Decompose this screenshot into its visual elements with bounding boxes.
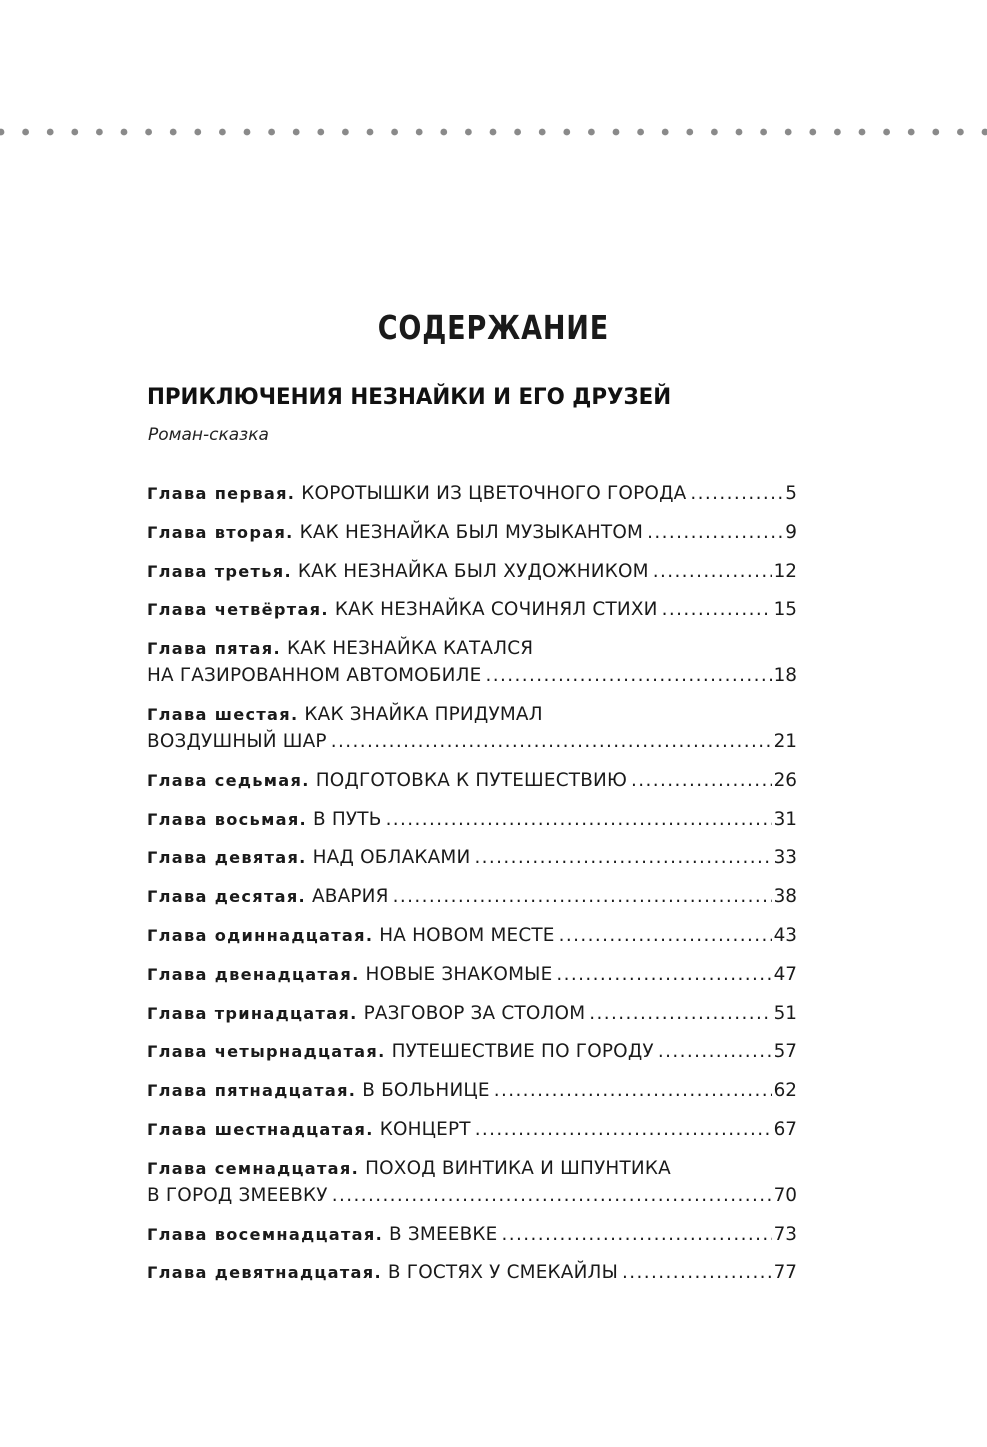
- dot: [293, 129, 300, 136]
- dot: [563, 129, 570, 136]
- chapter-label: Глава девятая.: [147, 848, 307, 868]
- dot: [244, 129, 251, 136]
- toc-entry: [147, 480, 797, 507]
- dot: [957, 129, 964, 136]
- dot: [859, 129, 866, 136]
- dot: [932, 129, 939, 136]
- dot: [662, 129, 669, 136]
- toc-entry-line: [147, 1038, 797, 1065]
- dot-leader: [501, 1221, 771, 1248]
- toc-entry: [147, 1000, 797, 1027]
- toc-entry: [147, 701, 797, 755]
- page-number: 33: [773, 847, 797, 869]
- chapter-label: Глава шестая.: [147, 704, 299, 724]
- page-number: 5: [785, 483, 797, 504]
- dot-leader: [485, 662, 771, 689]
- toc-entry-line: [147, 701, 797, 728]
- page-number: 21: [773, 730, 797, 752]
- page-number: 62: [773, 1080, 797, 1102]
- toc-entry-line: [147, 1155, 797, 1182]
- dot: [317, 129, 324, 136]
- page-number: 57: [773, 1041, 797, 1063]
- dot: [342, 129, 349, 136]
- page-number: 18: [773, 665, 797, 687]
- chapter-title: РАЗГОВОР ЗА СТОЛОМ: [363, 1002, 586, 1024]
- chapter-title: ПОДГОТОВКА К ПУТЕШЕСТВИЮ: [315, 769, 628, 791]
- dot-leader: [386, 806, 772, 833]
- toc-entry: [147, 961, 797, 988]
- dot: [440, 129, 447, 136]
- toc-entry-line: [147, 662, 797, 689]
- dot-leader: [332, 1182, 772, 1209]
- page-number: 51: [773, 1002, 797, 1024]
- dot: [416, 129, 423, 136]
- toc-entry-line: [147, 1259, 797, 1286]
- toc-entry-line: [147, 558, 797, 585]
- dot: [47, 129, 54, 136]
- chapter-label: Глава тринадцатая.: [147, 1003, 358, 1023]
- dot: [686, 129, 693, 136]
- chapter-title: КАК НЕЗНАЙКА КАТАЛСЯ: [286, 638, 534, 660]
- chapter-label: Глава первая.: [147, 484, 296, 503]
- chapter-title: НА НОВОМ МЕСТЕ: [379, 924, 555, 946]
- toc-entry: [147, 1038, 797, 1065]
- book-title: ПРИКЛЮЧЕНИЯ НЕЗНАЙКИ И ЕГО ДРУЗЕЙ: [147, 384, 672, 410]
- page-number: 47: [773, 963, 797, 985]
- chapter-title: АВАРИЯ: [312, 886, 389, 908]
- toc-entry: [147, 519, 797, 546]
- dot-leader: [662, 596, 772, 623]
- toc-entry-line: [147, 883, 797, 910]
- toc-entry: [147, 922, 797, 949]
- chapter-label: Глава пятнадцатая.: [147, 1081, 357, 1101]
- chapter-label: Глава вторая.: [147, 522, 294, 542]
- dot: [121, 129, 128, 136]
- chapter-title: КАК НЕЗНАЙКА СОЧИНЯЛ СТИХИ: [334, 599, 658, 621]
- dot-leader: [647, 519, 783, 546]
- toc-entry-line: [147, 922, 797, 949]
- dot: [834, 129, 841, 136]
- toc-entry-line: [147, 1221, 797, 1248]
- chapter-title: НА ГАЗИРОВАННОМ АВТОМОБИЛЕ: [147, 665, 482, 687]
- chapter-title: В ГОСТЯХ У СМЕКАЙЛЫ: [387, 1262, 619, 1284]
- toc-entry-line: [147, 1077, 797, 1104]
- chapter-label: Глава восемнадцатая.: [147, 1224, 384, 1244]
- chapter-label: Глава восьмая.: [147, 809, 307, 829]
- chapter-label: Глава седьмая.: [147, 770, 310, 790]
- toc-entry: [147, 1221, 797, 1248]
- dot-leader: [559, 922, 772, 949]
- chapter-label: Глава четырнадцатая.: [147, 1042, 386, 1062]
- dot: [613, 129, 620, 136]
- decorative-dot-border: [0, 126, 987, 138]
- dot-leader: [475, 1116, 772, 1143]
- chapter-title: В ЗМЕЕВКЕ: [389, 1223, 498, 1245]
- chapter-label: Глава четвёртая.: [147, 600, 329, 620]
- dot: [883, 129, 890, 136]
- chapter-title: В БОЛЬНИЦЕ: [362, 1080, 490, 1102]
- toc-entry-line: [147, 806, 797, 833]
- dot: [219, 129, 226, 136]
- toc-entry-line: [147, 1116, 797, 1143]
- dot: [465, 129, 472, 136]
- page-number: 77: [773, 1262, 797, 1284]
- dot: [170, 129, 177, 136]
- toc-entry-line: [147, 728, 797, 755]
- page-number: 38: [773, 886, 797, 908]
- dot-border-graphic: [0, 126, 987, 138]
- dot: [391, 129, 398, 136]
- page-number: 12: [773, 560, 797, 582]
- dot: [145, 129, 152, 136]
- chapter-title: В ПУТЬ: [313, 808, 382, 830]
- toc-entry-line: [147, 596, 797, 623]
- chapter-title: КАК НЕЗНАЙКА БЫЛ ХУДОЖНИКОМ: [297, 560, 649, 582]
- toc-entry: [147, 1116, 797, 1143]
- chapter-label: Глава семнадцатая.: [147, 1158, 360, 1178]
- chapter-label: Глава пятая.: [147, 639, 281, 659]
- toc-entry-line: [147, 1000, 797, 1027]
- chapter-title: КОРОТЫШКИ ИЗ ЦВЕТОЧНОГО ГОРОДА: [301, 483, 687, 504]
- page-number: 9: [785, 521, 797, 543]
- toc-entry: [147, 767, 797, 794]
- dot: [809, 129, 816, 136]
- dot-leader: [622, 1259, 772, 1286]
- toc-entry-line: [147, 844, 797, 871]
- toc-entry: [147, 635, 797, 689]
- dot-leader: [494, 1077, 772, 1104]
- dot: [490, 129, 497, 136]
- toc-entry-line: [147, 635, 797, 662]
- toc-entry-line: [147, 1182, 797, 1209]
- chapter-title: КАК ЗНАЙКА ПРИДУМАЛ: [304, 703, 543, 725]
- page-number: 31: [773, 808, 797, 830]
- chapter-label: Глава двенадцатая.: [147, 964, 360, 984]
- chapter-title: ПОХОД ВИНТИКА И ШПУНТИКА: [365, 1157, 671, 1179]
- toc-entry: [147, 1259, 797, 1286]
- dot-leader: [474, 844, 771, 871]
- toc-entry: [147, 844, 797, 871]
- page-title: СОДЕРЖАНИЕ: [377, 308, 610, 347]
- page-number: 70: [773, 1184, 797, 1206]
- dot: [588, 129, 595, 136]
- toc-entry: [147, 1077, 797, 1104]
- chapter-title: КОНЦЕРТ: [379, 1118, 471, 1140]
- toc-entry: [147, 1155, 797, 1209]
- dot-leader: [331, 728, 772, 755]
- chapter-label: Глава одиннадцатая.: [147, 925, 374, 945]
- dot-leader: [631, 767, 772, 794]
- dot: [760, 129, 767, 136]
- toc-entry: [147, 806, 797, 833]
- dot-leader: [393, 883, 772, 910]
- toc-entry-line: [147, 767, 797, 794]
- chapter-title: НАД ОБЛАКАМИ: [312, 847, 471, 869]
- chapter-label: Глава шестнадцатая.: [147, 1119, 374, 1139]
- toc-entry-line: [147, 519, 797, 546]
- chapter-label: Глава десятая.: [147, 887, 306, 907]
- chapter-title: НОВЫЕ ЗНАКОМЫЕ: [365, 963, 553, 985]
- page-number: 73: [773, 1223, 797, 1245]
- chapter-label: Глава третья.: [147, 561, 292, 581]
- dot: [96, 129, 103, 136]
- dot-leader: [658, 1038, 772, 1065]
- page-number: 26: [773, 769, 797, 791]
- dot: [711, 129, 718, 136]
- table-of-contents: [147, 480, 797, 1298]
- page-number: 15: [773, 599, 797, 621]
- book-subtitle: Роман-сказка: [148, 425, 269, 445]
- dot: [785, 129, 792, 136]
- dot: [71, 129, 78, 136]
- dot-leader: [589, 1000, 771, 1027]
- chapter-title: ПУТЕШЕСТВИЕ ПО ГОРОДУ: [391, 1041, 654, 1063]
- dot: [539, 129, 546, 136]
- chapter-title: В ГОРОД ЗМЕЕВКУ: [147, 1184, 328, 1206]
- chapter-title: ВОЗДУШНЫЙ ШАР: [147, 730, 327, 752]
- page-number: 43: [773, 924, 797, 946]
- toc-entry: [147, 558, 797, 585]
- toc-entry-line: [147, 961, 797, 988]
- toc-entry: [147, 596, 797, 623]
- chapter-label: Глава девятнадцатая.: [147, 1263, 382, 1283]
- toc-entry-line: [147, 480, 797, 507]
- dot: [0, 129, 4, 136]
- dot-leader: [556, 961, 771, 988]
- chapter-title: КАК НЕЗНАЙКА БЫЛ МУЗЫКАНТОМ: [299, 521, 644, 543]
- dot: [908, 129, 915, 136]
- dot: [982, 129, 987, 136]
- dot: [736, 129, 743, 136]
- dot-leader: [653, 558, 772, 585]
- dot: [194, 129, 201, 136]
- dot: [22, 129, 29, 136]
- dot-leader: [690, 480, 783, 507]
- page-number: 67: [773, 1118, 797, 1140]
- dot: [367, 129, 374, 136]
- toc-entry: [147, 883, 797, 910]
- dot: [268, 129, 275, 136]
- dot: [637, 129, 644, 136]
- dot: [514, 129, 521, 136]
